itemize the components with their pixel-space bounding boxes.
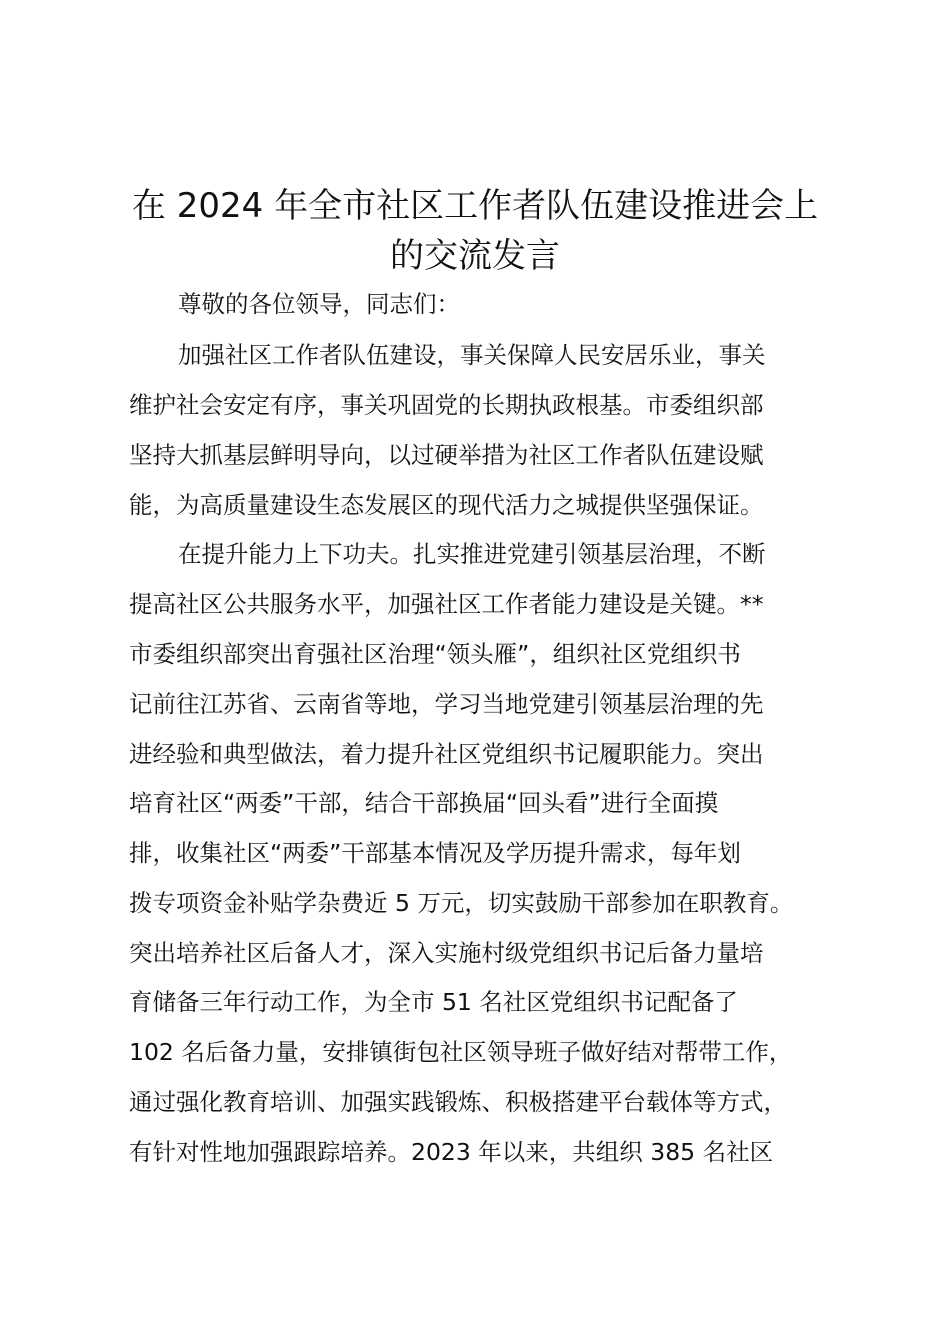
paragraph-line: 进经验和典型做法，着力提升社区党组织书记履职能力。突出 xyxy=(129,740,764,768)
document-title-line-1: 在 2024 年全市社区工作者队伍建设推进会上 xyxy=(131,186,819,226)
document-title-line-2: 的交流发言 xyxy=(390,236,560,276)
paragraph-line: 育储备三年行动工作，为全市 51 名社区党组织书记配备了 xyxy=(129,988,738,1016)
paragraph-line: 102 名后备力量，安排镇街包社区领导班子做好结对帮带工作， xyxy=(129,1038,793,1066)
paragraph-line: 有针对性地加强跟踪培养。2023 年以来，共组织 385 名社区 xyxy=(129,1138,774,1166)
paragraph-line: 通过强化教育培训、加强实践锻炼、积极搭建平台载体等方式， xyxy=(129,1088,787,1116)
paragraph-line: 拨专项资金补贴学杂费近 5 万元，切实鼓励干部参加在职教育。 xyxy=(129,889,794,917)
salutation: 尊敬的各位领导，同志们： xyxy=(178,290,460,318)
paragraph-line: 突出培养社区后备人才，深入实施村级党组织书记后备力量培 xyxy=(129,939,764,967)
paragraph-line: 在提升能力上下功夫。扎实推进党建引领基层治理，不断 xyxy=(178,540,766,568)
paragraph-line: 加强社区工作者队伍建设，事关保障人民安居乐业，事关 xyxy=(178,341,766,369)
paragraph-line: 记前往江苏省、云南省等地，学习当地党建引领基层治理的先 xyxy=(129,690,764,718)
paragraph-line: 维护社会安定有序，事关巩固党的长期执政根基。市委组织部 xyxy=(129,391,764,419)
paragraph-line: 排，收集社区“两委”干部基本情况及学历提升需求，每年划 xyxy=(129,839,741,867)
paragraph-line: 提高社区公共服务水平，加强社区工作者能力建设是关键。** xyxy=(129,590,764,618)
paragraph-line: 培育社区“两委”干部，结合干部换届“回头看”进行全面摸 xyxy=(129,789,719,817)
paragraph-line: 能，为高质量建设生态发展区的现代活力之城提供坚强保证。 xyxy=(129,491,764,519)
paragraph-line: 坚持大抓基层鲜明导向，以过硬举措为社区工作者队伍建设赋 xyxy=(129,441,764,469)
paragraph-line: 市委组织部突出育强社区治理“领头雁”，组织社区党组织书 xyxy=(129,640,741,668)
